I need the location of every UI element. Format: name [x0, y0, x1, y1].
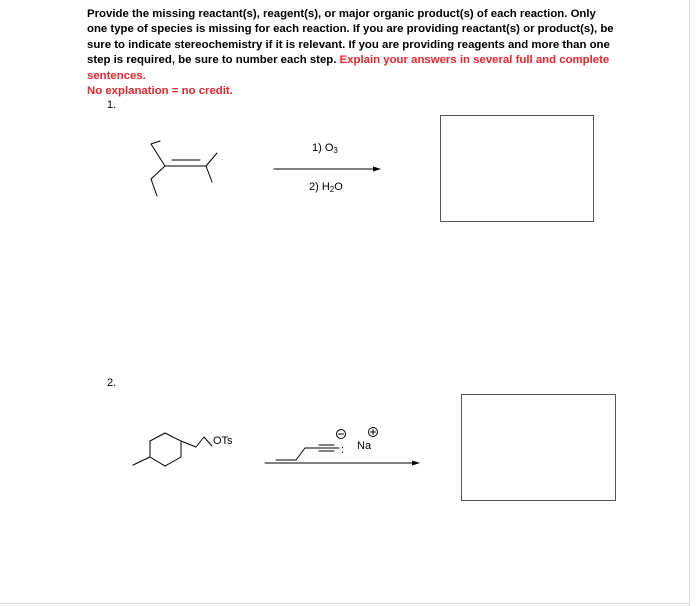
q1-reagent-step-2: 2) $H_2O$ [309, 181, 343, 194]
q2-counterion-label: Na [357, 440, 372, 452]
instructions-text: Provide the missing reactant(s), reagent(s), or major organic product(s) of each reaction. Only one type of species is missing for each reaction. If you are providing reactant(s) or product(s), be sure to indicate stereochemistry if it is relevant. If you are providing reagents and more than one step is required, be sure to number each step. [87, 8, 614, 67]
q1-reagent-step-1: 1) $O_3$ [312, 142, 338, 155]
instructions-credit-note: No explanation = no credit. [87, 85, 233, 98]
question-2-number: 2. [107, 377, 117, 389]
q2-arrowhead [412, 461, 420, 466]
q1-reactant-alkene [151, 141, 217, 196]
question-1-number: 1. [107, 99, 117, 111]
instructions-explain-note: Explain your answers in several full and complete sentences. [87, 54, 610, 82]
q2-reagent-acetylide [276, 445, 339, 460]
q1-arrowhead [373, 167, 381, 172]
q2-lone-pair: : [341, 444, 345, 456]
q2-leaving-group-label: OTs [213, 435, 233, 447]
q2-reactant-tosylate [133, 433, 212, 466]
